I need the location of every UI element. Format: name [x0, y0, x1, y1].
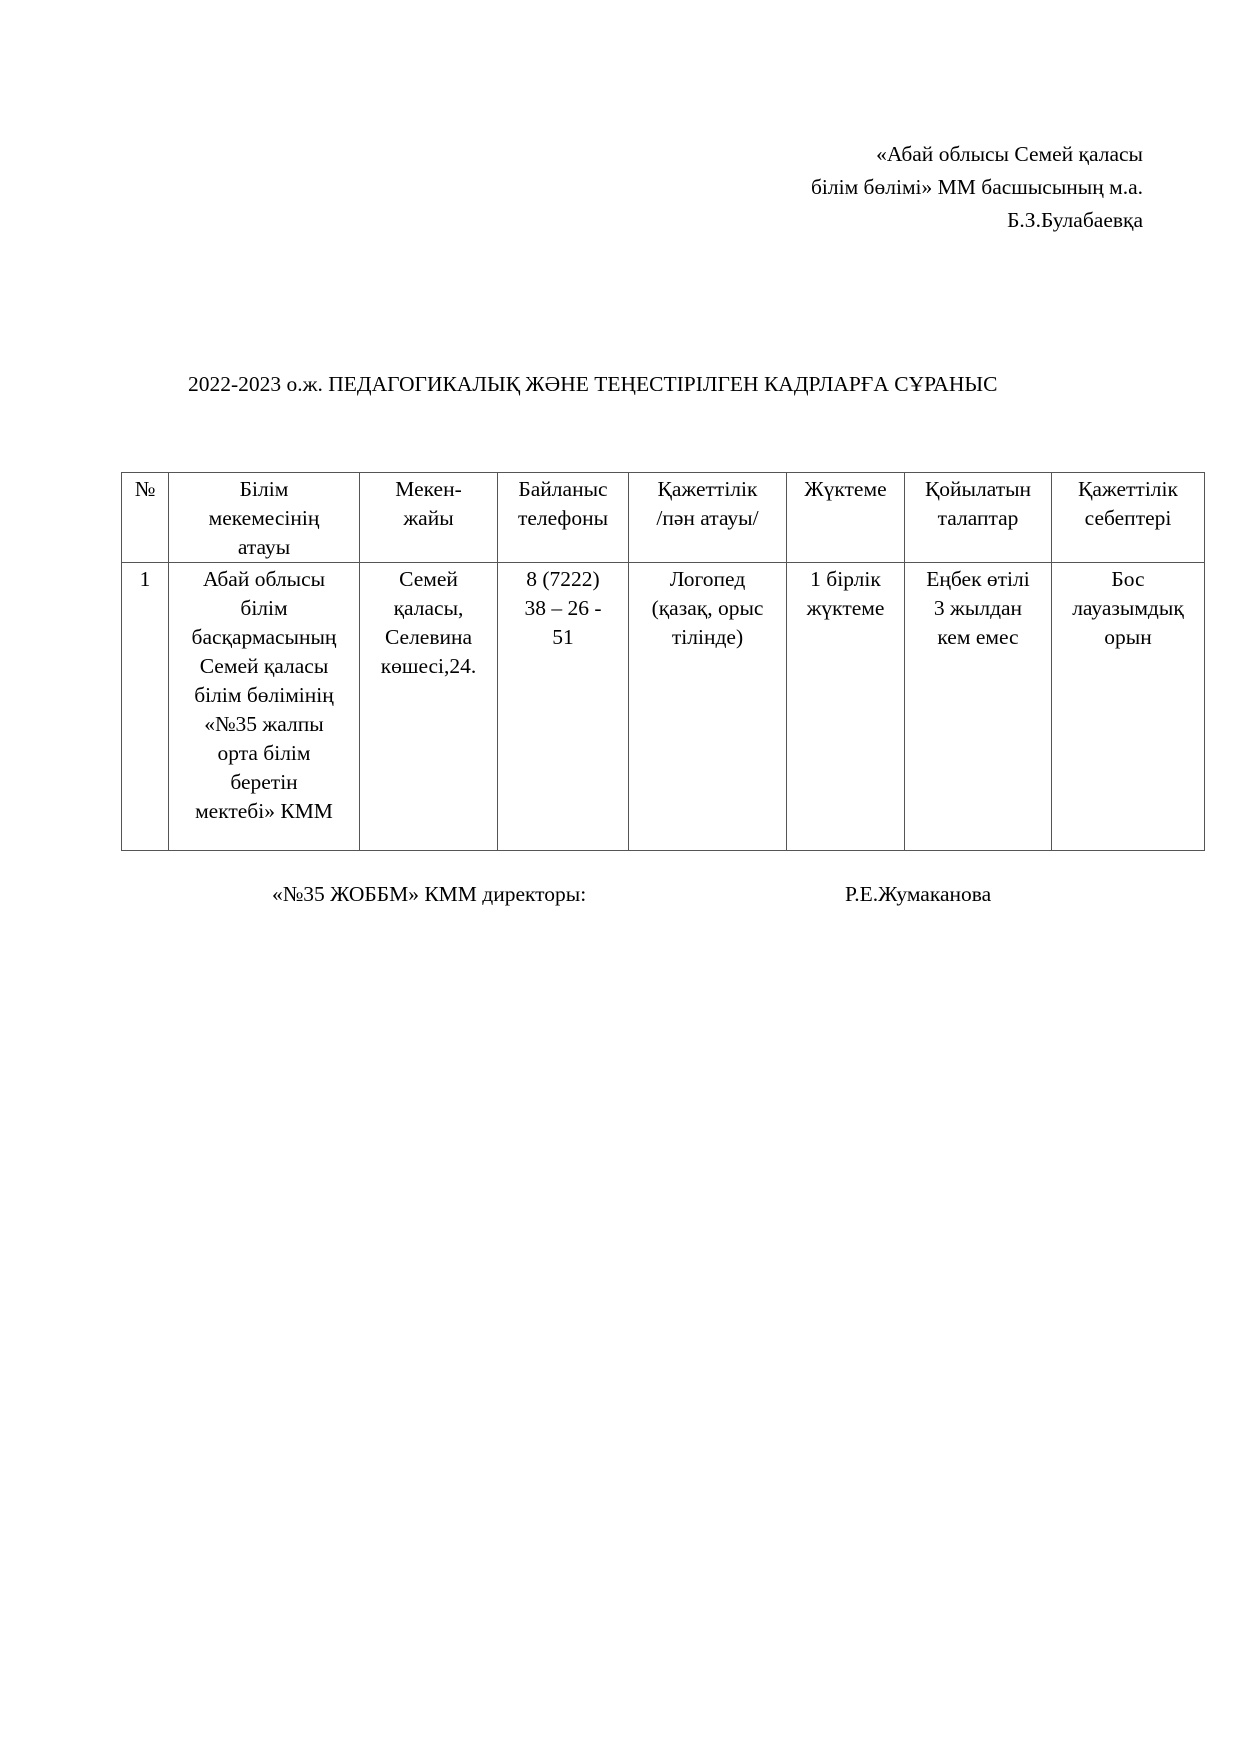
cell-text-line: «№35 жалпы	[204, 712, 324, 736]
addressee-line-1: «Абай облысы Семей қаласы	[876, 142, 1143, 166]
cell-text-line: Селевина	[384, 625, 473, 649]
column-header	[122, 473, 169, 563]
table-cell	[1052, 563, 1205, 851]
header-text-line: Білім	[239, 477, 289, 501]
table-body	[122, 563, 1205, 851]
column-header	[905, 473, 1052, 563]
cell-text-line: Бос	[1111, 567, 1145, 591]
header-text-line: мекемесінің	[208, 506, 320, 530]
column-header	[1052, 473, 1205, 563]
column-header	[498, 473, 629, 563]
cell-text-line: Семей қаласы	[199, 654, 329, 678]
cell-text-line: лауазымдық	[1072, 596, 1184, 620]
cell-text-line: жүктеме	[806, 596, 885, 620]
addressee-line-2: білім бөлімі» ММ басшысының м.а.	[810, 175, 1143, 199]
signature-role: «№35 ЖОББМ» КММ директоры:	[272, 882, 587, 906]
addressee-line-3: Б.З.Булабаевқа	[1007, 208, 1143, 232]
header-text-line: Қажеттілік	[1078, 477, 1178, 501]
table-cell	[629, 563, 787, 851]
header-text-line: себептері	[1084, 506, 1172, 530]
staff-request-table	[121, 472, 1205, 851]
table-cell	[360, 563, 498, 851]
column-header	[787, 473, 905, 563]
table-cell	[498, 563, 629, 851]
cell-text-line: орын	[1104, 625, 1152, 649]
cell-text-line: 1 бірлік	[810, 567, 881, 591]
cell-text-line: (қазақ, орыс	[651, 596, 764, 620]
cell-text-line: беретін	[230, 770, 298, 794]
header-text-line: №	[134, 477, 156, 501]
cell-text-line: білім бөлімінің	[194, 683, 334, 707]
document-title: 2022-2023 о.ж. ПЕДАГОГИКАЛЫҚ ЖӘНЕ ТЕҢЕСТІРІЛГЕН КАДРЛАРҒА СҰРАНЫС	[188, 372, 998, 396]
table-cell	[787, 563, 905, 851]
cell-text-line: Логопед	[669, 567, 746, 591]
cell-text-line: тілінде)	[671, 625, 744, 649]
cell-text-line: 51	[552, 625, 574, 649]
header-text-line: Қойылатын	[924, 477, 1032, 501]
cell-text-line: Семей	[399, 567, 458, 591]
cell-text-line: Еңбек өтілі	[926, 567, 1030, 591]
cell-text-line: көшесі,24.	[380, 654, 477, 678]
cell-text-line: мектебі» КММ	[195, 799, 333, 823]
cell-text-line: 3 жылдан	[933, 596, 1023, 620]
table-row	[122, 563, 1205, 851]
header-text-line: Мекен-	[395, 477, 462, 501]
cell-text-line: 38 – 26 -	[524, 596, 602, 620]
column-header	[360, 473, 498, 563]
header-text-line: Жүктеме	[804, 477, 887, 501]
header-text-line: атауы	[237, 535, 291, 559]
header-text-line: жайы	[403, 506, 454, 530]
header-text-line: телефоны	[517, 506, 609, 530]
cell-text-line: білім	[240, 596, 288, 620]
cell-text-line: басқармасының	[191, 625, 337, 649]
header-text-line: Қажеттілік	[657, 477, 758, 501]
cell-text-line: орта білім	[217, 741, 311, 765]
addressee-block	[811, 138, 1143, 237]
table-header-row	[122, 473, 1205, 563]
table-cell	[122, 563, 169, 851]
cell-text-line: кем емес	[937, 625, 1019, 649]
cell-text-line: 8 (7222)	[526, 567, 600, 591]
signature-name: Р.Е.Жумаканова	[845, 882, 992, 906]
cell-text-line: Абай облысы	[202, 567, 326, 591]
table-cell	[169, 563, 360, 851]
column-header	[169, 473, 360, 563]
header-text-line: талаптар	[937, 506, 1019, 530]
column-header	[629, 473, 787, 563]
cell-text-line: қаласы,	[393, 596, 464, 620]
table-cell	[905, 563, 1052, 851]
header-text-line: Байланыс	[518, 477, 608, 501]
header-text-line: /пән атауы/	[656, 506, 759, 530]
cell-text-line: 1	[139, 567, 151, 591]
